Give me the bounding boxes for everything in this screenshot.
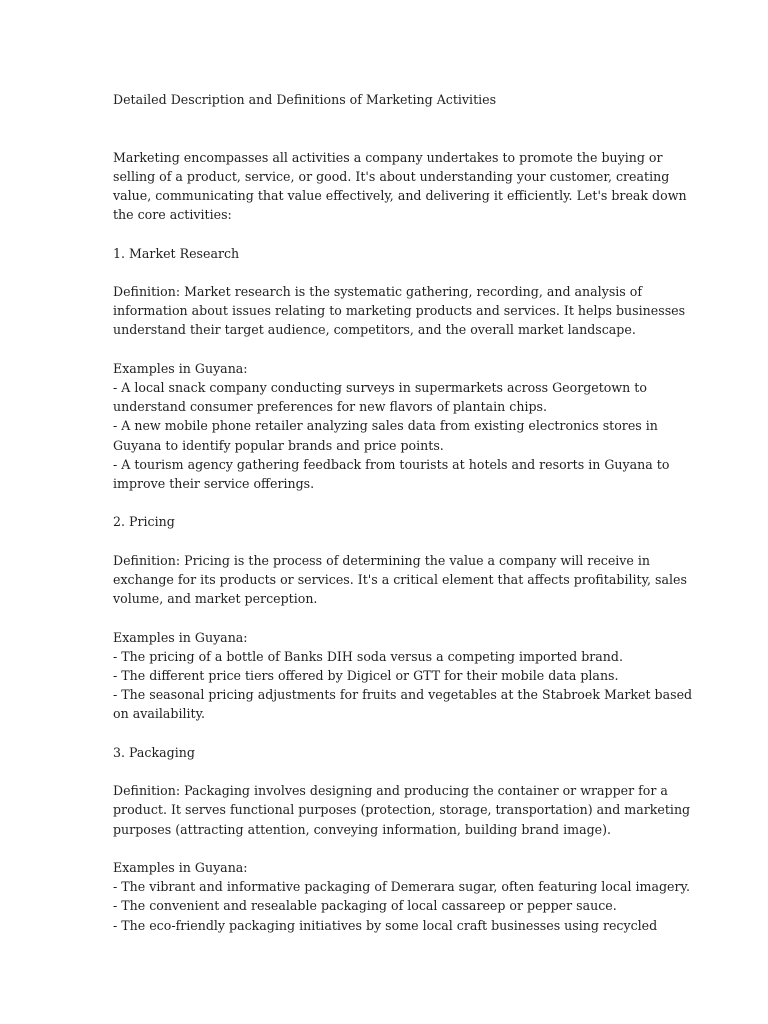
section-heading-pricing: 2. Pricing: [113, 514, 175, 530]
intro-line: value, communicating that value effectively, and delivering it efficiently. Let's break down: [113, 188, 687, 203]
examples-market-research: [113, 359, 670, 493]
examples-label: Examples in Guyana:: [113, 360, 248, 376]
example-line: - The convenient and resealable packaging of local cassareep or pepper sauce.: [113, 898, 617, 914]
example-line: - The pricing of a bottle of Banks DIH soda versus a competing imported brand.: [113, 648, 623, 664]
intro-line: selling of a product, service, or good. It's about understanding your customer, creating: [113, 168, 670, 184]
intro-line: Marketing encompasses all activities a company undertakes to promote the buying or: [113, 149, 663, 165]
examples-label: Examples in Guyana:: [113, 859, 248, 875]
definition-line: Definition: Packaging involves designing and producing the container or wrapper for a: [113, 783, 668, 799]
definition-line: exchange for its products or services. It's a critical element that affects profitability, sales: [113, 571, 687, 587]
definition-market-research: [113, 282, 686, 340]
definition-packaging: [113, 781, 691, 839]
document-title: Detailed Description and Definitions of Marketing Activities: [113, 92, 497, 107]
example-line: - The eco-friendly packaging initiatives by some local craft businesses using recycled: [113, 917, 658, 933]
example-line: - A tourism agency gathering feedback from tourists at hotels and resorts in Guyana to: [113, 456, 670, 472]
example-line: - A new mobile phone retailer analyzing sales data from existing electronics stores in: [113, 418, 658, 434]
example-line: on availability.: [113, 706, 206, 722]
definition-line: information about issues relating to marketing products and services. It helps businesses: [113, 303, 686, 319]
examples-pricing: [113, 628, 693, 724]
example-line: Guyana to identify popular brands and price points.: [113, 437, 444, 453]
example-line: - The seasonal pricing adjustments for fruits and vegetables at the Stabroek Market based: [113, 687, 693, 703]
intro-line: the core activities:: [113, 207, 232, 223]
example-line: - The vibrant and informative packaging of Demerara sugar, often featuring local imagery.: [113, 879, 690, 895]
definition-line: volume, and market perception.: [113, 591, 318, 607]
example-line: - The different price tiers offered by Digicel or GTT for their mobile data plans.: [113, 667, 619, 683]
section-heading-packaging: 3. Packaging: [113, 744, 195, 760]
examples-packaging: [113, 858, 690, 935]
definition-line: purposes (attracting attention, conveying information, building brand image).: [113, 821, 612, 837]
intro-paragraph: [113, 148, 687, 225]
definition-line: product. It serves functional purposes (protection, storage, transportation) and marketing: [113, 802, 691, 818]
example-line: understand consumer preferences for new flavors of plantain chips.: [113, 399, 547, 415]
definition-line: understand their target audience, competitors, and the overall market landscape.: [113, 322, 636, 338]
definition-pricing: [113, 551, 687, 609]
example-line: - A local snack company conducting surveys in supermarkets across Georgetown to: [113, 379, 647, 395]
definition-line: Definition: Market research is the systematic gathering, recording, and analysis of: [113, 283, 643, 299]
section-heading-market-research: 1. Market Research: [113, 245, 240, 261]
example-line: improve their service offerings.: [113, 476, 315, 491]
definition-line: Definition: Pricing is the process of determining the value a company will receive in: [113, 552, 651, 568]
examples-label: Examples in Guyana:: [113, 629, 248, 645]
